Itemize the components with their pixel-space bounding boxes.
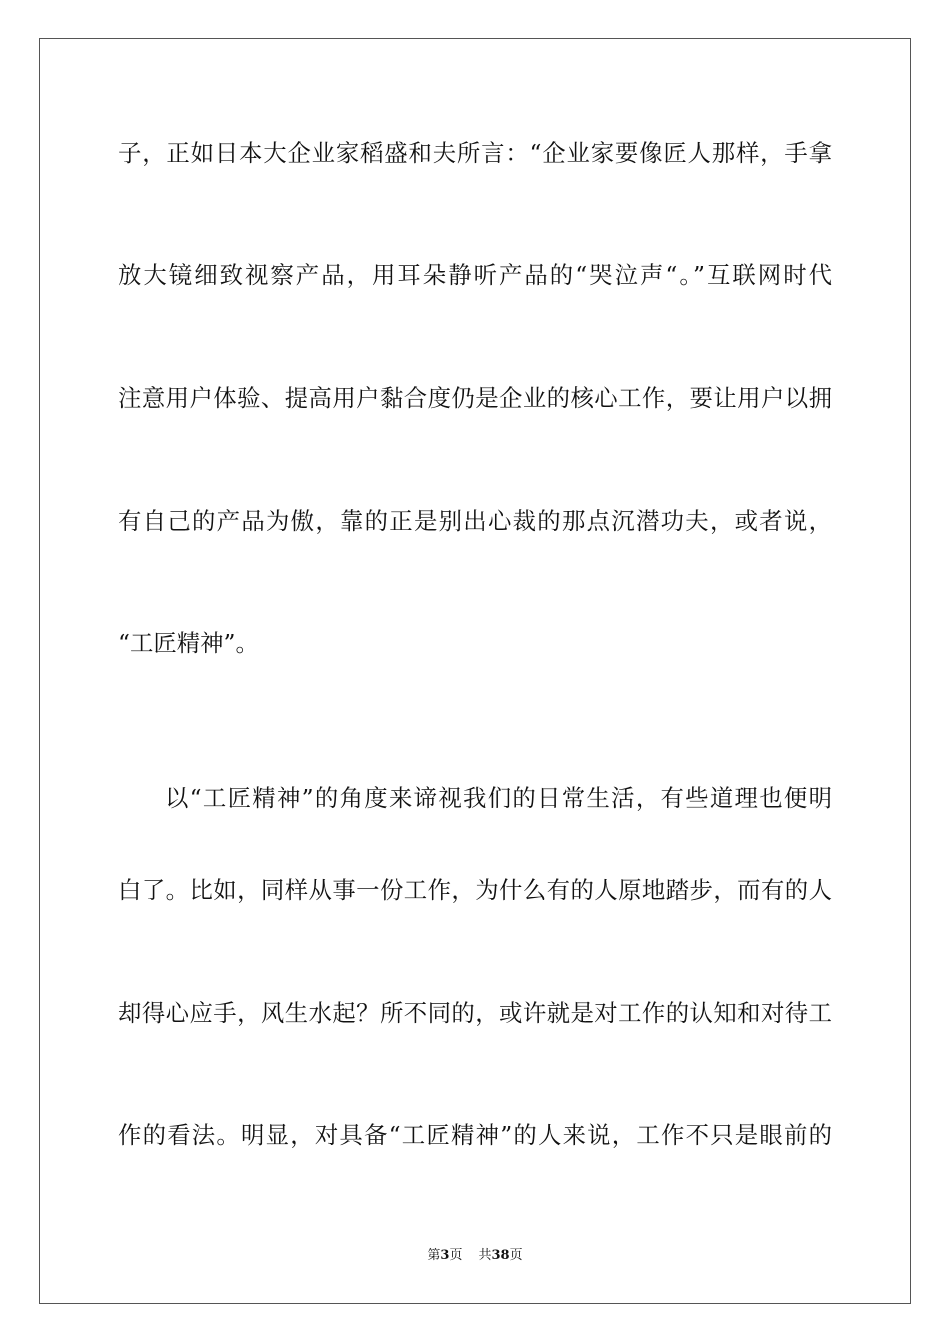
- page-footer: [0, 1247, 950, 1265]
- body-text-line: 作的看法。明显，对具备“工匠精神”的人来说，工作不只是眼前的: [118, 1121, 832, 1149]
- body-text-line: 注意用户体验、提高用户黏合度仍是企业的核心工作，要让用户以拥: [118, 384, 832, 412]
- total-pages: 38: [491, 1248, 510, 1263]
- page-prefix: 第: [427, 1248, 441, 1263]
- body-text-line: “工匠精神”。: [118, 629, 259, 657]
- body-text-line: 放大镜细致视察产品，用耳朵静听产品的“哭泣声“。”互联网时代: [118, 261, 832, 289]
- body-text-line: 白了。比如，同样从事一份工作，为什么有的人原地踏步，而有的人: [118, 876, 832, 904]
- page-number: 3: [440, 1248, 450, 1263]
- total-suffix: 页: [509, 1248, 523, 1263]
- total-prefix: 共: [478, 1248, 492, 1263]
- paragraph-first-line: 以“工匠精神”的角度来谛视我们的日常生活，有些道理也便明: [165, 784, 832, 812]
- body-text-line: 却得心应手，风生水起？所不同的，或许就是对工作的认知和对待工: [118, 999, 832, 1027]
- body-text-line: 子，正如日本大企业家稻盛和夫所言：“企业家要像匠人那样，手拿: [118, 139, 832, 167]
- page-suffix: 页: [449, 1248, 463, 1263]
- body-text-line: 有自己的产品为傲，靠的正是别出心裁的那点沉潜功夫，或者说，: [118, 507, 832, 535]
